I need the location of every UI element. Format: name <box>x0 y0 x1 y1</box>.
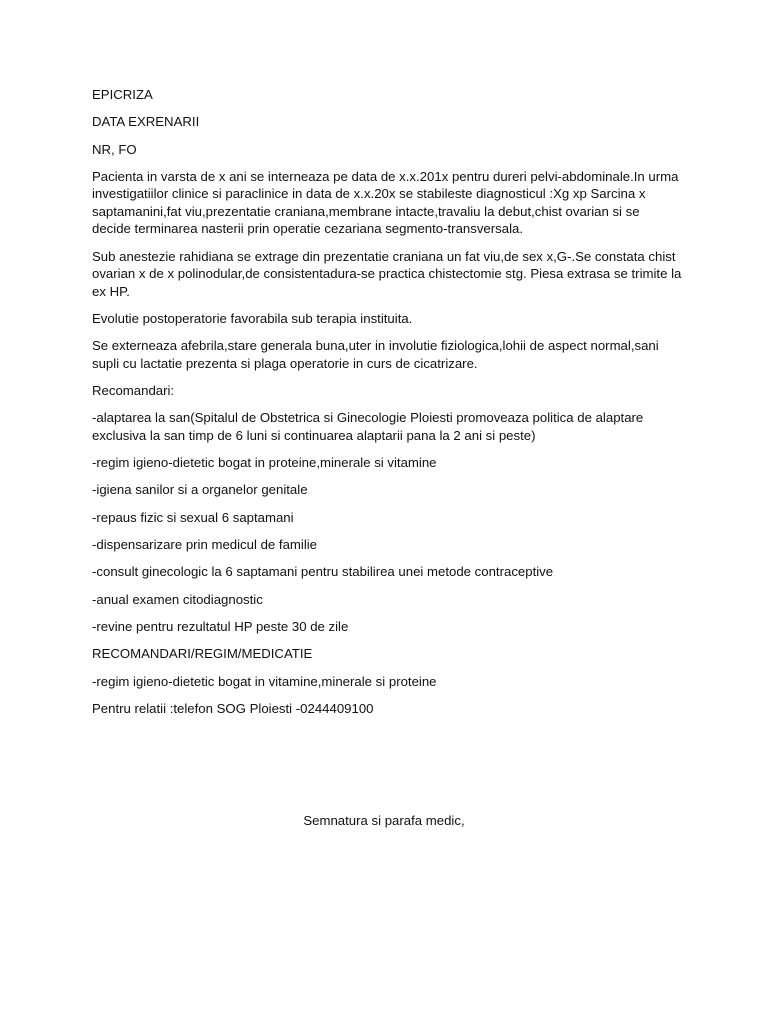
regimen-title: RECOMANDARI/REGIM/MEDICATIE <box>92 646 313 662</box>
doctor-signature-line: Semnatura si parafa medic, <box>303 813 465 828</box>
paragraph-evolution: Evolutie postoperatorie favorabila sub terapia instituita. <box>92 310 413 326</box>
regimen-item: -regim igieno-dietetic bogat in vitamine,minerale si proteine <box>92 673 437 689</box>
record-number-line: NR, FO <box>92 141 137 157</box>
recommendation-item: -anual examen citodiagnostic <box>92 591 263 607</box>
recommendation-item: -consult ginecologic la 6 saptamani pentru stabilirea unei metode contraceptive <box>92 564 554 580</box>
document-heading: EPICRIZA <box>92 87 153 102</box>
recommendation-item: -dispensarizare prin medicul de familie <box>92 537 318 553</box>
recommendation-item: -regim igieno-dietetic bogat in proteine,minerale si vitamine <box>92 455 437 471</box>
paragraph-admission: Pacienta in varsta de x ani se interneaza pe data de x.x.201x pentru dureri pelvi-abdominale.In urma investigatiilor clinice si paraclinice in data de x.x.20x se stabileste diagnosticul :Xg xp Sarcina x saptamanini,fat viu,prezentatie craniana,membrane intacte,travaliu la debut,chist ovarian si se decide terminarea nasterii prin operatie cezariana segmento-transversala. <box>92 168 679 237</box>
recommendation-item: -alaptarea la san(Spitalul de Obstetrica si Ginecologie Ploiesti promoveaza politica de alaptare exclusiva la san timp de 6 luni si continuarea alaptarii pana la 2 ani si peste) <box>92 410 644 443</box>
recommendations-title: Recomandari: <box>92 383 175 399</box>
recommendation-item: -revine pentru rezultatul HP peste 30 de zile <box>92 618 349 634</box>
paragraph-surgery: Sub anestezie rahidiana se extrage din prezentatie craniana un fat viu,de sex x,G-.Se constata chist ovarian x de x polinodular,de consistentadura-se practica chistectomie stg. Piesa extrasa se trimite la ex HP. <box>92 248 682 299</box>
recommendation-item: -igiena sanilor si a organelor genitale <box>92 482 308 498</box>
discharge-date-line: DATA EXRENARII <box>92 114 200 130</box>
paragraph-discharge: Se externeaza afebrila,stare generala buna,uter in involutie fiziologica,lohii de aspect normal,sani supli cu lactatie prezenta si plaga operatorie in curs de cicatrizare. <box>92 338 659 371</box>
document-body <box>92 86 682 727</box>
recommendation-item: -repaus fizic si sexual 6 saptamani <box>92 509 294 525</box>
contact-line: Pentru relatii :telefon SOG Ploiesti -0244409100 <box>92 700 374 716</box>
